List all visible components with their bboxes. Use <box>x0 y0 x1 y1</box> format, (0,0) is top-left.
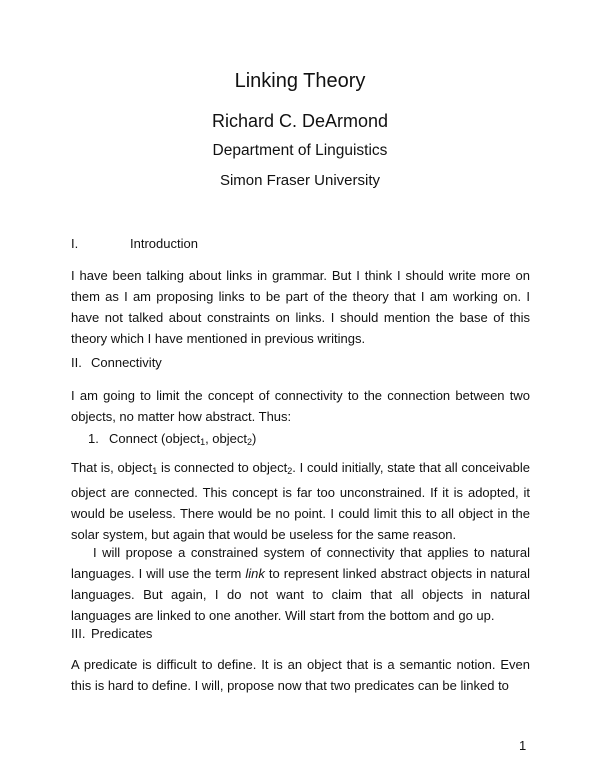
propose-paragraph <box>71 542 530 626</box>
subscript: 2 <box>247 437 253 447</box>
list-text: ) <box>252 431 257 446</box>
section-heading-connectivity <box>71 355 162 370</box>
list-text: Connect (object <box>109 431 201 446</box>
section-number: I. <box>71 236 79 251</box>
numbered-list-item <box>88 431 256 447</box>
intro-paragraph: I have been talking about links in grammar. But I think I should write more on them as I am proposing links to be part of the theory that I am working on. I have not talked about constraints on links. I should mention the base of this theory which I have mentioned in previous writings. <box>71 268 530 346</box>
predicates-paragraph: A predicate is difficult to define. It is an object that is a semantic notion. Even this is hard to define. I will, propose now that two predicates can be linked to <box>71 657 530 693</box>
author-name: Richard C. DeArmond <box>211 111 389 131</box>
author-university: Simon Fraser University <box>219 172 381 189</box>
paragraph-text: I will propose a constrained system of connectivity that applies to natural languages. I will use the term <box>71 545 530 581</box>
section-title: Introduction <box>130 236 198 251</box>
section-number: II. <box>71 355 82 370</box>
italic-term: link <box>245 566 265 581</box>
paragraph-text: to represent linked abstract objects in natural languages. But again, I do not want to claim that all objects in natural languages are linked to one another. Will start from the bottom and go up. <box>71 566 530 623</box>
subscript: 1 <box>200 437 206 447</box>
subscript: 1 <box>152 466 158 476</box>
list-marker: 1. <box>88 431 99 446</box>
author-department: Department of Linguistics <box>212 142 388 159</box>
list-text: , object <box>205 431 247 446</box>
paragraph-text: . I could initially, state that all conceivable object are connected. This concept is far too unconstrained. If it is adopted, it would be useless. There would be no point. I could limit this to all object in the solar system, but again that would be useless for the same reason. <box>71 460 530 542</box>
connectivity-paragraph: I am going to limit the concept of connectivity to the connection between two objects, no matter how abstract. Thus: <box>71 388 530 424</box>
section-title: Predicates <box>91 626 153 641</box>
section-title: Connectivity <box>91 355 162 370</box>
paper-title: Linking Theory <box>234 70 366 92</box>
paragraph-text: is connected to object <box>157 460 288 475</box>
subscript: 2 <box>287 466 293 476</box>
section-heading-predicates <box>71 626 152 641</box>
section-number: III. <box>71 626 86 641</box>
page-number: 1 <box>519 738 527 753</box>
paragraph-text: That is, object <box>71 460 153 475</box>
that-is-paragraph <box>71 457 530 545</box>
section-heading-introduction <box>71 236 198 251</box>
